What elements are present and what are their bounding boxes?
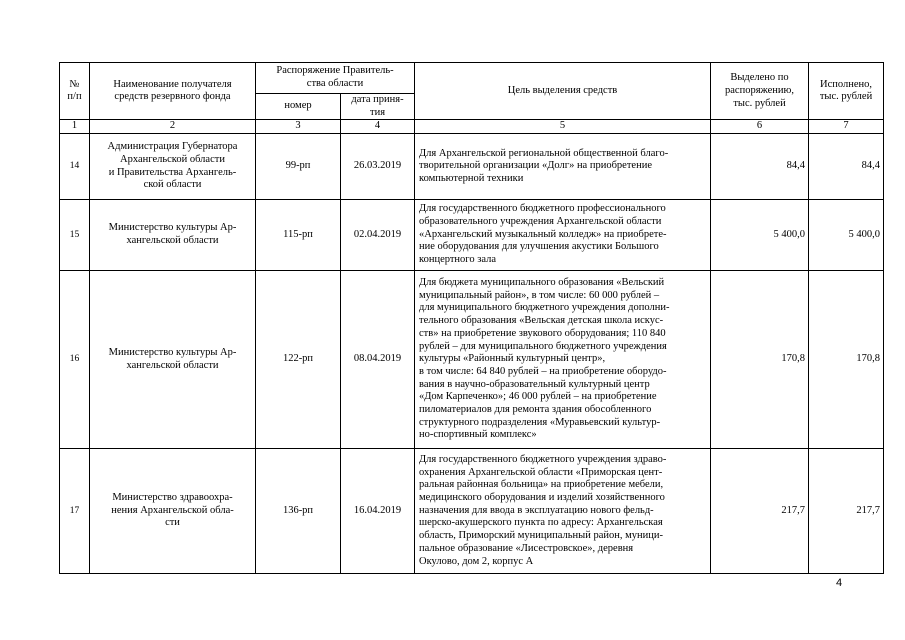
row-purpose: Для государственного бюджетного профессионального образовательного учреждения Архангельской области «Архангельский музыкальный колледж» на приобрете- ние оборудования для улучшения акустики Большого концертного зала <box>415 200 711 271</box>
header-order-date: дата приня- тия <box>341 94 415 120</box>
row-allocated: 170,8 <box>711 271 809 449</box>
row-purpose: Для государственного бюджетного учреждения здраво- охранения Архангельской области «Приморская цент- ральная районная больница» на приобретение мебели, медицинского оборудования и изделий хозяйственного назначения для ввода в эксплуатацию нового фельд- шерско-акушерского пункта по адресу: Архангельская область, Приморский муниципальный район, муници- пальное образование «Лисестровское», деревня Окулово, дом 2, корпус А <box>415 449 711 574</box>
row-allocated: 5 400,0 <box>711 200 809 271</box>
row-allocated: 84,4 <box>711 134 809 200</box>
header-num: № п/п <box>60 63 90 120</box>
row-order-date: 08.04.2019 <box>341 271 415 449</box>
row-recipient: Администрация Губернатора Архангельской области и Правительства Архангель- ской области <box>90 134 256 200</box>
row-num: 16 <box>60 271 90 449</box>
table-row <box>60 271 884 449</box>
row-purpose: Для бюджета муниципального образования «Вельский муниципальный район», в том числе: 60 000 рублей – для муниципального бюджетного учреждения дополни- тельного образования «Вельская детская школа искус- ств» на приобретение звукового оборудования; 110 840 рублей – для муниципального бюджетного учреждения культуры «Районный культурный центр», в том числе: 64 840 рублей – на приобретение оборудо- вания в научно-образовательный культурный центр «Дом Карпеченко»; 46 000 рублей – на приобретение пиломатериалов для ремонта здания обособленного структурного подразделения «Муравьевский культур- но-спортивный комплекс» <box>415 271 711 449</box>
header-recipient: Наименование получателя средств резервного фонда <box>90 63 256 120</box>
row-allocated: 217,7 <box>711 449 809 574</box>
column-number: 3 <box>256 120 341 134</box>
row-num: 15 <box>60 200 90 271</box>
row-purpose: Для Архангельской региональной общественной благо- творительной организации «Долг» на приобретение компьютерной техники <box>415 134 711 200</box>
column-numbers-row <box>60 120 884 134</box>
row-order-number: 99-рп <box>256 134 341 200</box>
row-order-date: 16.04.2019 <box>341 449 415 574</box>
table-row <box>60 449 884 574</box>
row-executed: 5 400,0 <box>809 200 884 271</box>
header-allocated: Выделено по распоряжению, тыс. рублей <box>711 63 809 120</box>
header-order-number: номер <box>256 94 341 120</box>
row-order-number: 122-рп <box>256 271 341 449</box>
row-recipient: Министерство здравоохра- нения Архангельской обла- сти <box>90 449 256 574</box>
column-number: 6 <box>711 120 809 134</box>
table-row <box>60 134 884 200</box>
header-executed: Исполнено, тыс. рублей <box>809 63 884 120</box>
column-number: 2 <box>90 120 256 134</box>
header-row <box>60 63 884 94</box>
column-number: 1 <box>60 120 90 134</box>
header-order-group: Распоряжение Правитель- ства области <box>256 63 415 94</box>
row-order-date: 26.03.2019 <box>341 134 415 200</box>
row-num: 17 <box>60 449 90 574</box>
row-recipient: Министерство культуры Ар- хангельской области <box>90 200 256 271</box>
row-order-number: 136-рп <box>256 449 341 574</box>
column-number: 7 <box>809 120 884 134</box>
row-recipient: Министерство культуры Ар- хангельской области <box>90 271 256 449</box>
column-number: 4 <box>341 120 415 134</box>
row-executed: 170,8 <box>809 271 884 449</box>
column-number: 5 <box>415 120 711 134</box>
row-order-date: 02.04.2019 <box>341 200 415 271</box>
page-number: 4 <box>836 577 843 589</box>
row-order-number: 115-рп <box>256 200 341 271</box>
table-row <box>60 200 884 271</box>
reserve-fund-table <box>59 62 884 574</box>
row-num: 14 <box>60 134 90 200</box>
row-executed: 84,4 <box>809 134 884 200</box>
header-purpose: Цель выделения средств <box>415 63 711 120</box>
row-executed: 217,7 <box>809 449 884 574</box>
